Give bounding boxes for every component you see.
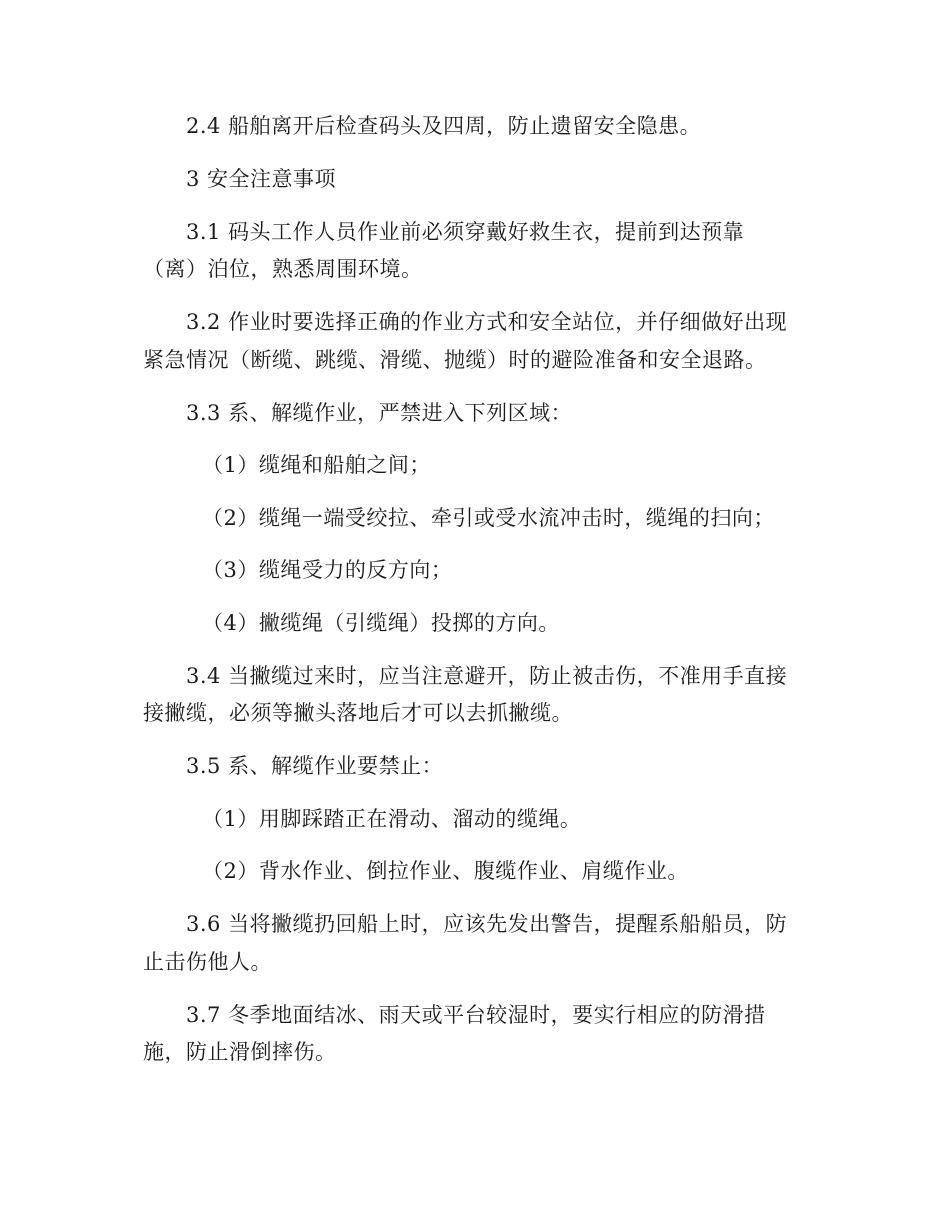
- text-line-3-6-b: 止击伤他人。: [143, 950, 272, 974]
- text-line-3-7-a: 3.7 冬季地面结冰、雨天或平台较湿时，要实行相应的防滑措: [186, 1003, 766, 1027]
- list-item-3-5-1: （1）用脚踩踏正在滑动、溜动的缆绳。: [202, 807, 582, 831]
- text-line-2-4: 2.4 船舶离开后检查码头及四周，防止遗留安全隐患。: [186, 114, 702, 138]
- text-line-3-7-b: 施，防止滑倒摔伤。: [143, 1040, 337, 1064]
- text-line-3-3: 3.3 系、解缆作业，严禁进入下列区域：: [186, 401, 573, 425]
- list-item-3-3-2: （2）缆绳一端受绞拉、牵引或受水流冲击时，缆绳的扫向；: [202, 506, 775, 530]
- text-line-3-2-b: 紧急情况（断缆、跳缆、滑缆、抛缆）时的避险准备和安全退路。: [143, 348, 767, 372]
- list-item-3-3-3: （3）缆绳受力的反方向；: [202, 558, 453, 582]
- text-line-3-1-b: （离）泊位，熟悉周围环境。: [143, 257, 423, 281]
- text-line-3-4-a: 3.4 当撇缆过来时，应当注意避开，防止被击伤，不准用手直接: [186, 664, 788, 688]
- text-line-3-5: 3.5 系、解缆作业要禁止：: [186, 754, 444, 778]
- list-item-3-5-2: （2）背水作业、倒拉作业、腹缆作业、肩缆作业。: [202, 859, 689, 883]
- list-item-3-3-4: （4）撇缆绳（引缆绳）投掷的方向。: [202, 611, 560, 635]
- section-heading-3: 3 安全注意事项: [186, 167, 337, 191]
- text-line-3-4-b: 接撇缆，必须等撇头落地后才可以去抓撇缆。: [143, 701, 573, 725]
- text-line-3-1-a: 3.1 码头工作人员作业前必须穿戴好救生衣，提前到达预靠: [186, 220, 745, 244]
- list-item-3-3-1: （1）缆绳和船舶之间；: [202, 453, 431, 477]
- text-line-3-6-a: 3.6 当将撇缆扔回船上时，应该先发出警告，提醒系船船员，防: [186, 912, 788, 936]
- text-line-3-2-a: 3.2 作业时要选择正确的作业方式和安全站位，并仔细做好出现: [186, 310, 788, 334]
